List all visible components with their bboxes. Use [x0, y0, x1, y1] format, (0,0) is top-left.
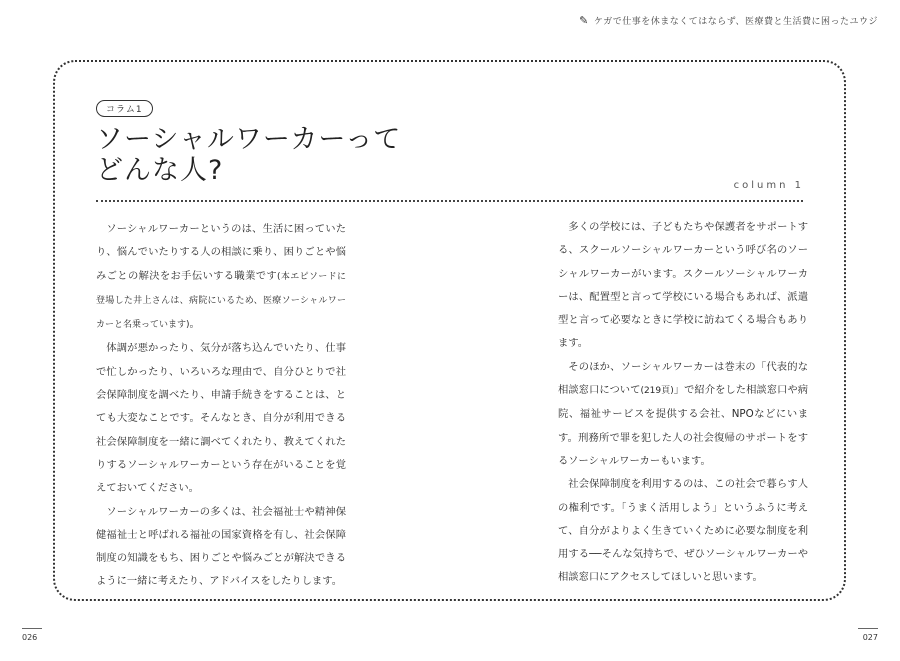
dotted-divider [96, 200, 803, 202]
title-line-2: どんな人? [96, 155, 224, 186]
paragraph: 体調が悪かったり、気分が落ち込んでいたり、仕事で忙しかったり、いろいろな理由で、自分ひとりで社会保障制度を調べたり、申請手続きをすることは、とても大変なことです。そんなとき、自分が利用できる社会保障制度を一緒に調べてくれたり、教えてくれたりするソーシャルワーカーという存在がいることを覚えておいてください。 [96, 342, 346, 495]
left-text-column [96, 218, 346, 594]
right-text-column [558, 216, 808, 590]
folio-rule [858, 628, 878, 629]
paragraph-note: (本エピソードに登場した井上さんは、病院にいるため、医療ソーシャルワーカーと名乗っています) [96, 271, 347, 331]
page-reference: (219頁) [640, 386, 674, 397]
running-title: ケガで仕事を休まなくてはならず、医療費と生活費に困ったユウジ [593, 17, 878, 27]
paragraph-text: そのほか、ソーシャルワーカーは巻末の「代表的な相談窓口について [558, 360, 808, 397]
paragraph-text: 」で紹介をした相談窓口や病院、福祉サービスを提供する会社、NPOなどにいます。刑務所で罪を犯した人の社会復帰のサポートをするソーシャルワーカーもいます。 [558, 384, 809, 467]
paragraph-text: 。 [189, 318, 200, 331]
column-title [96, 124, 401, 186]
page-number-left [22, 628, 42, 642]
running-header [579, 14, 878, 27]
page-number: 026 [22, 633, 38, 642]
paragraph: 社会保障制度を利用するのは、この社会で暮らす人の権利です。「うまく活用しよう」というふうに考えて、自分がよりよく生きていくために必要な制度を利用する──そんな気持ちで、ぜひソーシャルワーカーや相談窓口にアクセスしてほしいと思います。 [558, 478, 808, 584]
paragraph-text: ソーシャルワーカーというのは、生活に困っていたり、悩んでいたりする人の相談に乗り、困りごとや悩みごとの解決をお手伝いする職業です [96, 223, 346, 282]
paragraph: 多くの学校には、子どもたちや保護者をサポートする、スクールソーシャルワーカーという呼び名のソーシャルワーカーがいます。スクールソーシャルワーカーは、配置型と言って学校にいる場合もあれば、派遣型と言って必要なときに学校に訪ねてくる場合もあります。 [558, 221, 808, 350]
title-line-1: ソーシャルワーカーって [96, 124, 402, 155]
paragraph: ソーシャルワーカーの多くは、社会福祉士や精神保健福祉士と呼ばれる福祉の国家資格を有し、社会保障制度の知識をもち、困りごとや悩みごとが解決できるように一緒に考えたり、アドバイスをしたりします。 [96, 505, 346, 588]
folio-rule [22, 628, 42, 629]
page-number-right [858, 628, 878, 642]
pen-icon: ✎ [579, 14, 589, 27]
page-number: 027 [862, 633, 878, 642]
column-badge: コラム1 [96, 100, 153, 117]
paragraph [96, 218, 346, 337]
column-label: column 1 [733, 180, 804, 191]
paragraph [558, 356, 808, 473]
